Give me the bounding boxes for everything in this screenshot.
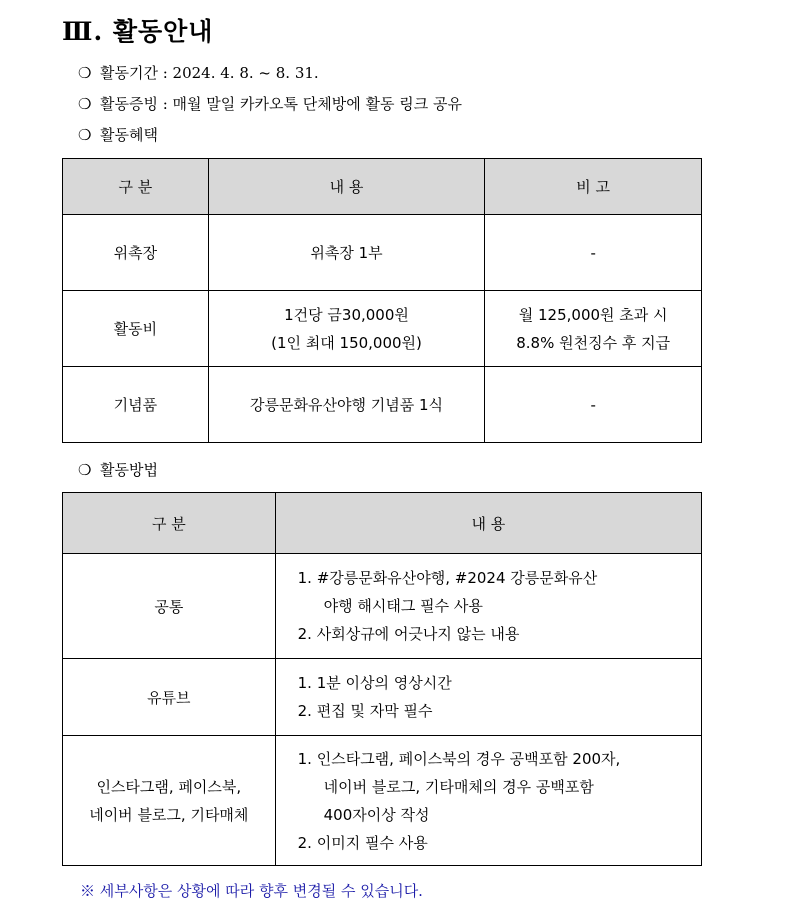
row-note: - (485, 367, 702, 443)
list-item: 네이버 블로그, 기타매체의 경우 공백포함 (323, 777, 594, 796)
row-content: 강릉문화유산야행 기념품 1식 (208, 367, 485, 443)
bullet-activity-period (78, 62, 319, 83)
header-content: 내 용 (275, 493, 701, 554)
row-items (275, 554, 701, 659)
row-category: 위촉장 (63, 215, 209, 291)
category-line: 네이버 블로그, 기타매체 (89, 805, 249, 824)
table-header-row (63, 493, 702, 554)
category-line: 인스타그램, 페이스북, (96, 777, 242, 796)
notice-text: ※ 세부사항은 상황에 따라 향후 변경될 수 있습니다. (80, 882, 423, 900)
list-item: 1. 1분 이상의 영상시간 (297, 674, 452, 692)
content-line: (1인 최대 150,000원) (271, 333, 422, 352)
list-item: 1. #강릉문화유산야행, #2024 강릉문화유산 (297, 569, 598, 587)
method-table (62, 492, 702, 866)
bullet-activity-proof (78, 93, 462, 114)
header-category: 구 분 (63, 493, 276, 554)
row-category: 활동비 (63, 291, 209, 367)
bullet-text: 활동기간 : 2024. 4. 8. ~ 8. 31. (100, 64, 319, 82)
table-row (63, 736, 702, 866)
row-category: 기념품 (63, 367, 209, 443)
table-row (63, 215, 702, 291)
bullet-activity-method (78, 459, 158, 480)
list-item: 400자이상 작성 (323, 805, 430, 824)
note-line: 8.8% 원천징수 후 지급 (516, 333, 671, 352)
section-title: Ⅲ. 활동안내 (62, 17, 214, 46)
table-row (63, 659, 702, 736)
list-item: 2. 사회상규에 어긋나지 않는 내용 (297, 625, 520, 643)
row-content: 위촉장 1부 (208, 215, 485, 291)
bullet-activity-benefits (78, 124, 158, 145)
row-category: 유튜브 (63, 659, 276, 736)
circle-bullet-icon: ❍ (78, 126, 92, 144)
row-note (485, 291, 702, 367)
list-item: 1. 인스타그램, 페이스북의 경우 공백포함 200자, (297, 749, 621, 768)
table-row (63, 291, 702, 367)
circle-bullet-icon: ❍ (78, 461, 92, 479)
row-note: - (485, 215, 702, 291)
row-category: 공통 (63, 554, 276, 659)
header-content: 내 용 (208, 159, 485, 215)
table-header-row (63, 159, 702, 215)
header-note: 비 고 (485, 159, 702, 215)
list-item: 야행 해시태그 필수 사용 (323, 597, 483, 615)
header-category: 구 분 (63, 159, 209, 215)
circle-bullet-icon: ❍ (78, 95, 92, 113)
bullet-text: 활동혜택 (100, 126, 158, 144)
table-row (63, 367, 702, 443)
bullet-text: 활동증빙 : 매월 말일 카카오톡 단체방에 활동 링크 공유 (100, 95, 462, 113)
circle-bullet-icon: ❍ (78, 64, 92, 82)
row-items (275, 659, 701, 736)
content-line: 1건당 금30,000원 (284, 305, 409, 324)
table-row (63, 554, 702, 659)
bullet-text: 활동방법 (100, 461, 158, 479)
row-content (208, 291, 485, 367)
benefits-table (62, 158, 702, 443)
list-item: 2. 이미지 필수 사용 (297, 833, 428, 852)
row-items (275, 736, 701, 866)
note-line: 월 125,000원 초과 시 (518, 305, 668, 324)
row-category (63, 736, 276, 866)
list-item: 2. 편집 및 자막 필수 (297, 702, 433, 720)
